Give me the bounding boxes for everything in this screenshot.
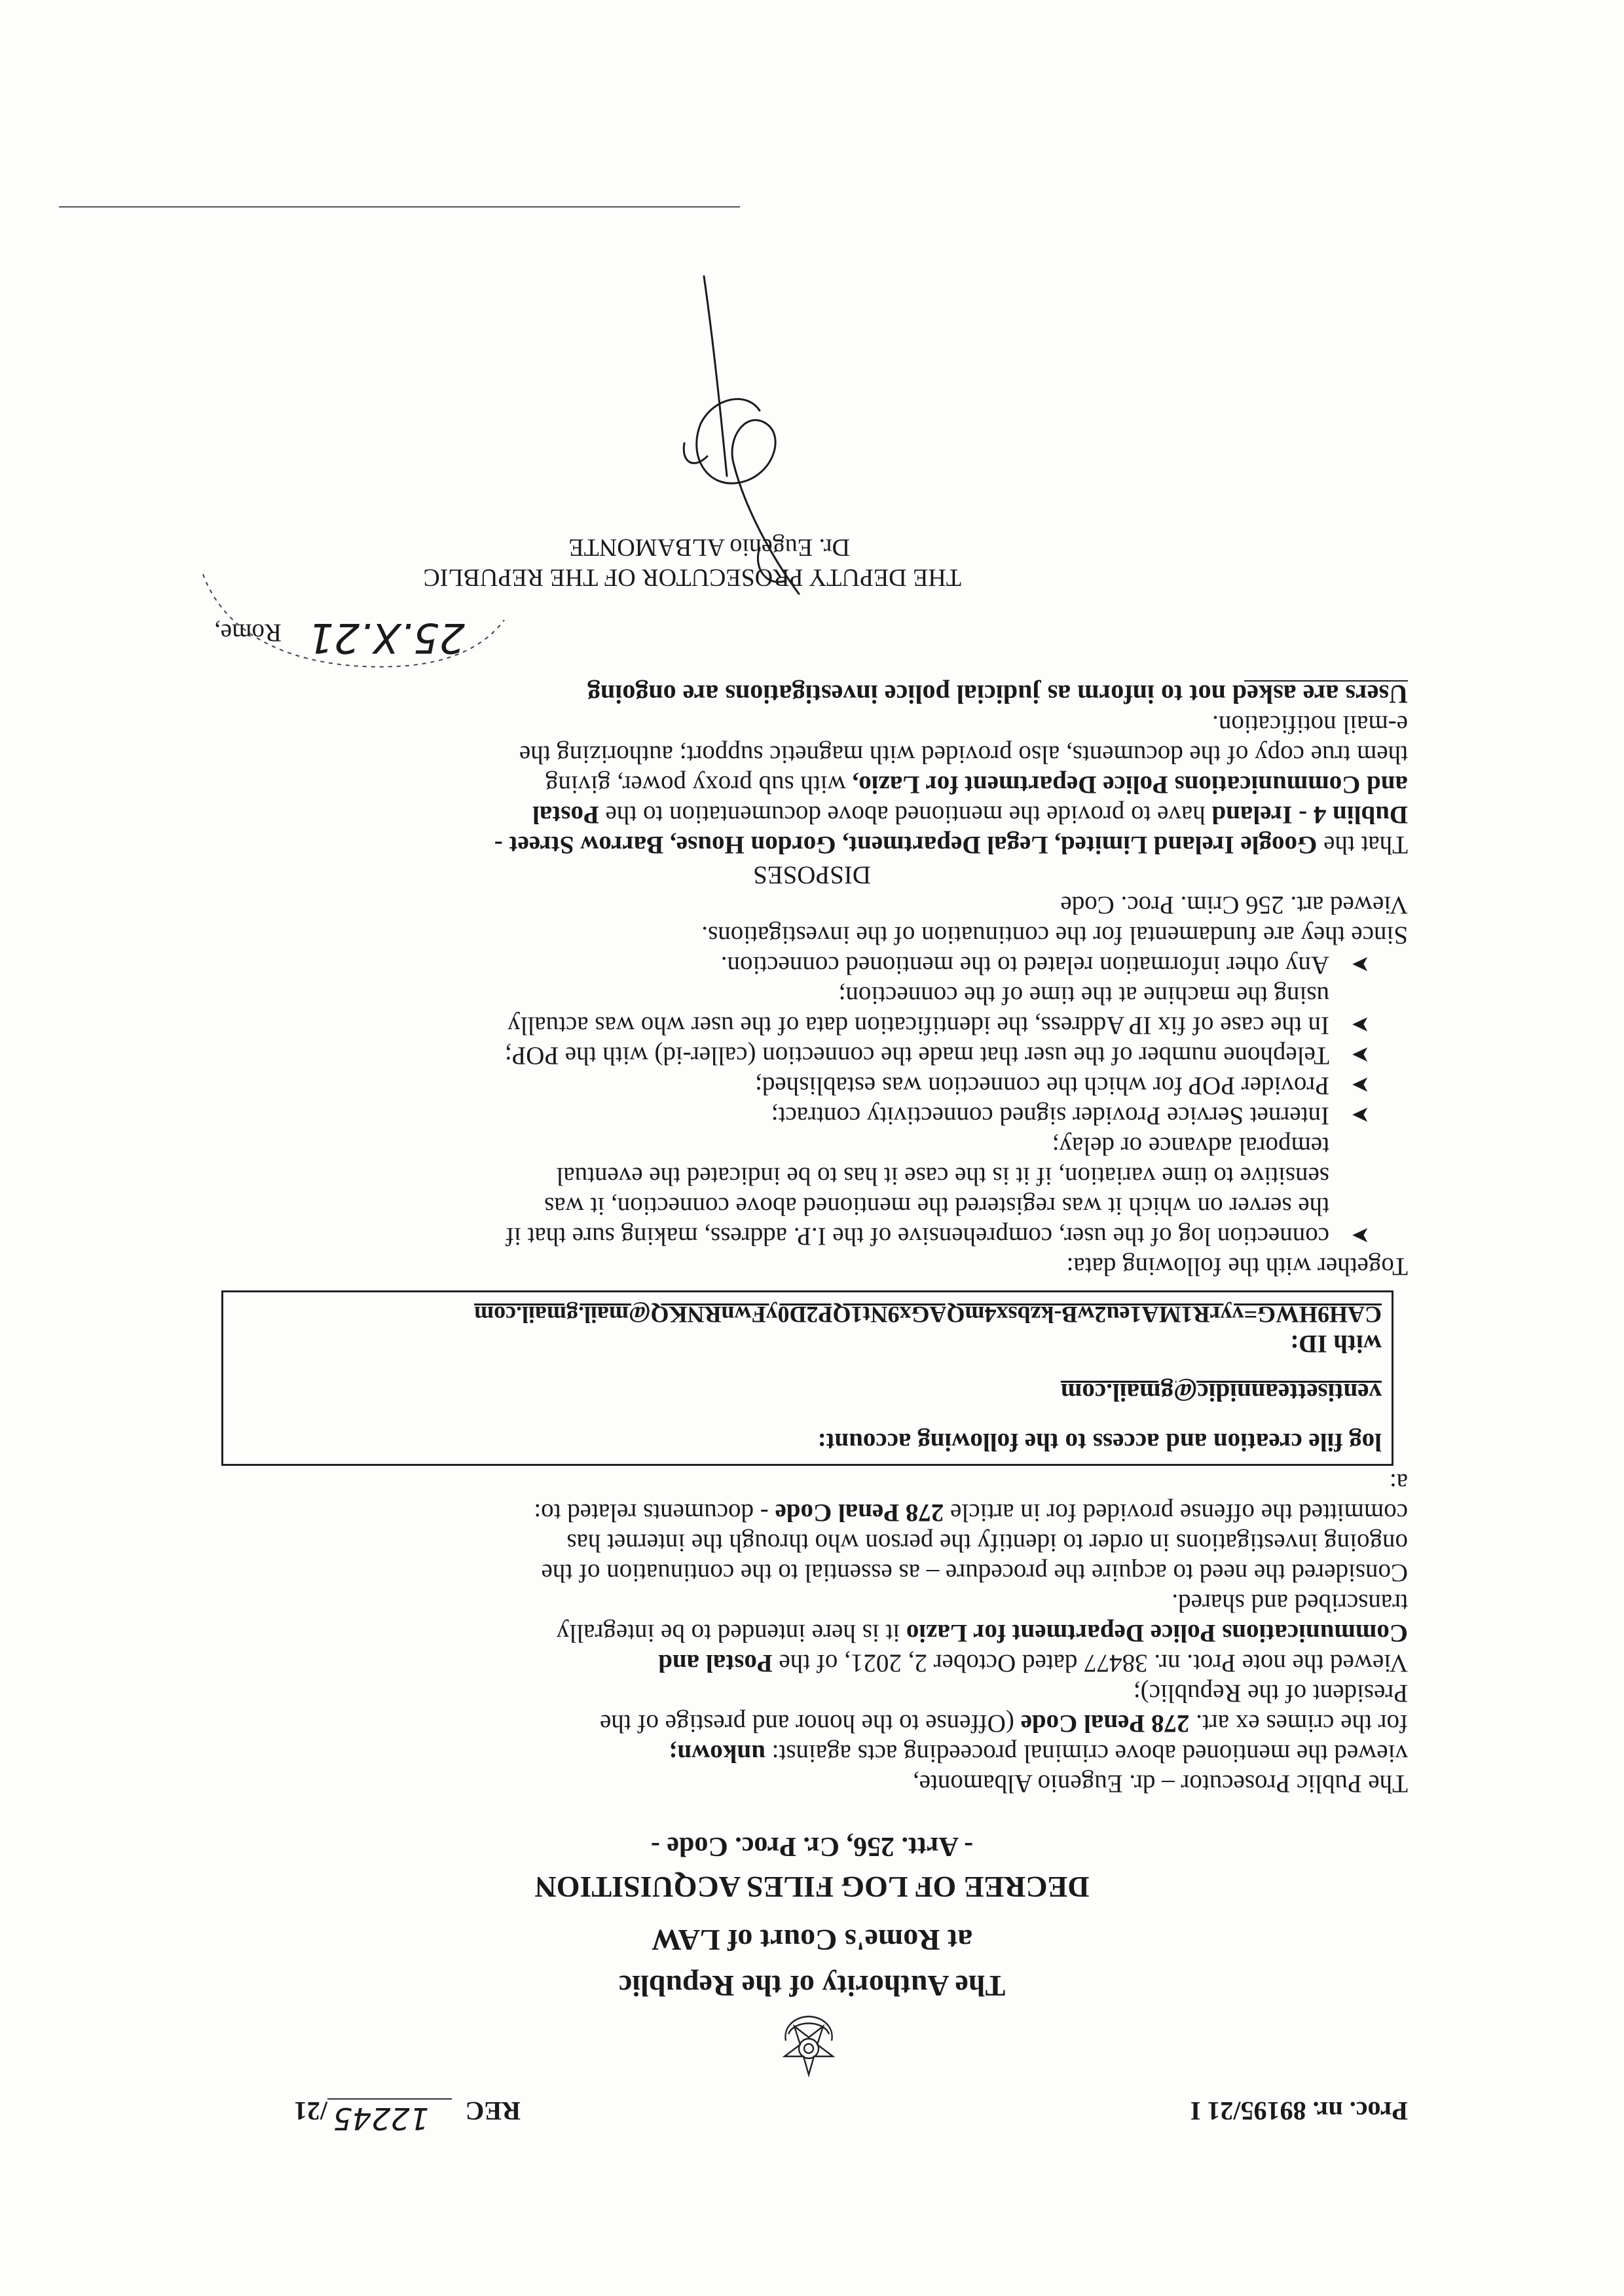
arrow-bullet-icon: ➤	[1351, 1072, 1370, 1097]
arrow-bullet-icon: ➤	[1351, 1012, 1370, 1036]
place-label: Rome,	[214, 619, 282, 647]
date-handwritten: 25.X.21	[308, 614, 465, 662]
dispose-line: them true copy of the documents, also provided with magnetic support; authorizing the	[519, 740, 1408, 769]
viewed-line: Viewed art. 256 Crim. Proc. Code	[1060, 891, 1408, 919]
court-title: at Rome's Court of LAW	[651, 1923, 973, 1957]
prosecutor-name: Dr. Eugenio ALBAMONTE	[568, 534, 850, 561]
account-id-value: CAH9HWG=vyrR1MA1eu2wB-kzbsx4mQAGx9Nt1QP2D0yFwnRNKQ@mail.gmail.com	[474, 1302, 1382, 1328]
list-item: Telephone number of the user that made the connection (caller-id) with the POP;	[504, 1042, 1329, 1070]
list-item: the server on which it was registered the mentioned above connection, it was	[544, 1192, 1329, 1220]
warning-underline	[1244, 680, 1408, 682]
list-intro: Together with the following data:	[1066, 1252, 1408, 1281]
decree-title: DECREE OF LOG FILES ACQUISITION	[534, 1870, 1090, 1904]
republic-emblem-icon	[781, 2014, 837, 2080]
body-line: transcribed and shared.	[1172, 1589, 1408, 1617]
body-line: President of the Republic);	[1133, 1679, 1408, 1707]
disposes-heading: DISPOSES	[753, 861, 871, 889]
list-item: In the case of fix IP Address, the identification data of the user who was actually	[507, 1011, 1329, 1040]
body-line: Viewed the note Prot. nr. 38477 dated October 2, 2021, of the Postal and	[658, 1649, 1408, 1677]
signature-icon	[655, 266, 825, 607]
rec-number: 12245	[333, 2101, 429, 2136]
prosecutor-role: THE DEPUTY PROSECUTOR OF THE REPUBLIC	[423, 564, 961, 591]
dispose-line: That the Google Ireland Limited, Legal Department, Gordon House, Barrow Street -	[494, 831, 1408, 859]
authority-title: The Authority of the Republic	[618, 1969, 1006, 2003]
body-line: ongoing investigations in order to identify the person who through the internet has	[566, 1529, 1408, 1557]
body-line: Considered the need to acquire the procedure – as essential to the continuation of the	[541, 1559, 1408, 1587]
list-item: connection log of the user, comprehensive of the I.P. address, making sure that if	[505, 1222, 1329, 1250]
body-line: for the crimes ex art. 278 Penal Code (Offense to the honor and prestige of the	[600, 1709, 1408, 1738]
body-line: a:	[1389, 1468, 1408, 1497]
date-arc-mark	[196, 568, 511, 685]
body-line: viewed the mentioned above criminal proceeding acts against: unkown;	[669, 1740, 1408, 1768]
dispose-line: e-mail notification.	[1212, 710, 1408, 738]
rec-underline	[327, 2098, 452, 2100]
list-item: using the machine at the time of the connection;	[838, 981, 1329, 1010]
arrow-bullet-icon: ➤	[1351, 952, 1370, 976]
rec-label: REC	[465, 2096, 521, 2126]
list-item: Provider POP for which the connection was established;	[755, 1072, 1329, 1100]
list-item: temporal advance or delay;	[1052, 1132, 1329, 1160]
body-line: Communications Police Department for Lazio it is here intended to be integrally	[556, 1619, 1408, 1647]
article-subtitle: - Artt. 256, Cr. Proc. Code -	[650, 1831, 974, 1861]
rec-suffix: /21	[293, 2096, 327, 2126]
account-id-label: with ID:	[1290, 1330, 1382, 1358]
since-line: Since they are fundamental for the continuation of the investigations.	[701, 921, 1408, 949]
list-item: Any other information related to the mentioned connection.	[720, 951, 1329, 979]
arrow-bullet-icon: ➤	[1351, 1042, 1370, 1066]
arrow-bullet-icon: ➤	[1351, 1102, 1370, 1127]
account-box-heading: log file creation and access to the following account:	[817, 1428, 1382, 1456]
list-item: Internet Service Provider signed connectivity contract;	[771, 1102, 1329, 1130]
account-email: ventisetteannidic@gmail.com	[1060, 1378, 1382, 1406]
dispose-line: and Communications Police Department for Lazio, with sub proxy power, giving	[545, 771, 1408, 799]
body-line: The Public Prosecutor – dr. Eugenio Albamonte,	[912, 1770, 1408, 1798]
proc-number: Proc. nr. 89195/21 I	[1190, 2096, 1408, 2126]
page-rule	[59, 206, 740, 208]
warning-line: Users are asked not to inform as judicial police investigations are ongoing	[587, 680, 1408, 709]
body-line: committed the offense provided for in article 278 Penal Code - documents related to:	[534, 1499, 1408, 1527]
dispose-line: Dublin 4 - Ireland have to provide the mentioned above documentation to the Postal	[532, 801, 1408, 829]
list-item: sensitive to time variation, if it is the case it has to be indicated the eventual	[556, 1162, 1329, 1190]
arrow-bullet-icon: ➤	[1351, 1223, 1370, 1247]
